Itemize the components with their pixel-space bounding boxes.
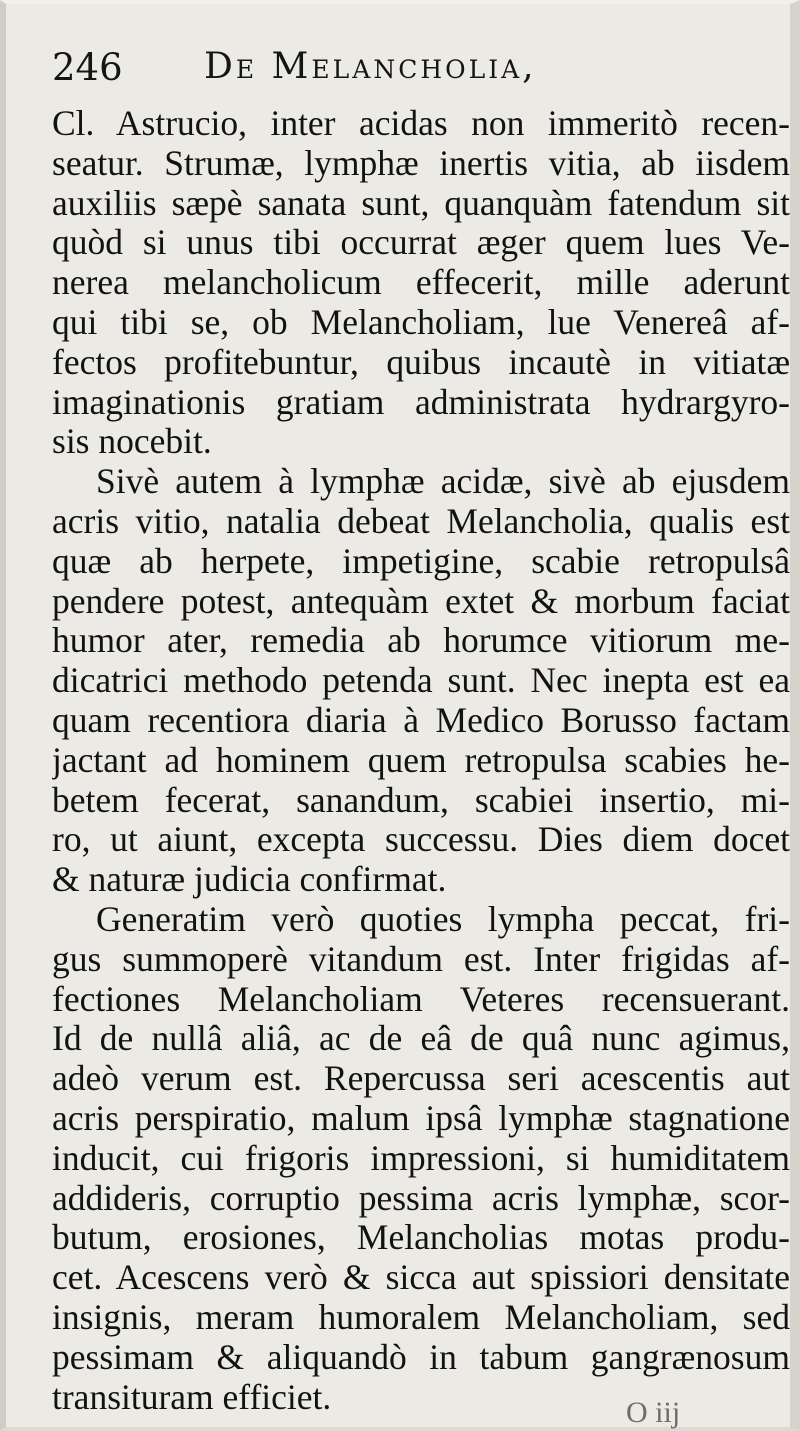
text-line: sis nocebit. bbox=[52, 422, 212, 462]
text-line: inducit, cui frigoris impressioni, si humiditatem bbox=[52, 1138, 790, 1178]
text-line: imaginationis gratiam administrata hydrargyro- bbox=[52, 382, 790, 422]
page-number: 246 bbox=[52, 46, 123, 89]
text-line: qui tibi se, ob Melancholiam, lue Venereâ af- bbox=[52, 302, 790, 342]
text-line: ro, ut aiunt, excepta successu. Dies diem docet bbox=[52, 820, 790, 860]
text-line: insignis, meram humoralem Melancholiam, sed bbox=[52, 1297, 790, 1337]
text-line: dicatrici methodo petenda sunt. Nec inepta est ea bbox=[52, 661, 790, 701]
text-line: pendere potest, antequàm extet & morbum faciat bbox=[52, 581, 790, 621]
paragraph bbox=[52, 104, 790, 462]
text-line: quòd si unus tibi occurrat æger quem lues Ve- bbox=[52, 223, 790, 263]
text-line: & naturæ judicia confirmat. bbox=[52, 860, 447, 900]
text-line: fectiones Melancholiam Veteres recensuerant. bbox=[52, 979, 790, 1019]
text-line: betem fecerat, sanandum, scabiei insertio, mi- bbox=[52, 780, 790, 820]
text-line: pessimam & aliquandò in tabum gangrænosum bbox=[52, 1337, 790, 1377]
signature-mark: O iij bbox=[626, 1396, 681, 1429]
text-line: adeò verum est. Repercussa seri acescentis aut bbox=[52, 1059, 790, 1099]
text-line: jactant ad hominem quem retropulsa scabies he- bbox=[52, 740, 790, 780]
text-line: Cl. Astrucio, inter acidas non immeritò recen- bbox=[52, 104, 790, 143]
text-line: Sivè autem à lymphæ acidæ, sivè ab ejusdem bbox=[96, 462, 790, 502]
text-line: humor ater, remedia ab horumce vitiorum me- bbox=[52, 621, 790, 661]
text-line: Id de nullâ aliâ, ac de eâ de quâ nunc agimus, bbox=[52, 1019, 790, 1059]
text-line: fectos profitebuntur, quibus incautè in vitiatæ bbox=[52, 342, 790, 382]
text-line: butum, erosiones, Melancholias motas produ- bbox=[52, 1218, 790, 1258]
text-line: quam recentiora diaria à Medico Borusso factam bbox=[52, 700, 790, 740]
running-head: De Melancholia, bbox=[204, 46, 537, 87]
page-header bbox=[52, 42, 772, 102]
text-line: transituram efficiet. bbox=[52, 1377, 332, 1417]
text-line: auxiliis sæpè sanata sunt, quanquàm fatendum sit bbox=[52, 183, 790, 223]
text-line: acris perspiratio, malum ipsâ lymphæ stagnatione bbox=[52, 1098, 790, 1138]
text-line: gus summoperè vitandum est. Inter frigidas af- bbox=[52, 939, 790, 979]
text-line: seatur. Strumæ, lymphæ inertis vitia, ab iisdem bbox=[52, 143, 790, 183]
paragraph bbox=[52, 900, 790, 1417]
body-text bbox=[52, 104, 790, 1417]
text-line: nerea melancholicum effecerit, mille aderunt bbox=[52, 263, 790, 303]
text-line: addideris, corruptio pessima acris lymphæ, scor- bbox=[52, 1178, 790, 1218]
text-line: Generatim verò quoties lympha peccat, fri- bbox=[96, 899, 790, 939]
text-line: quæ ab herpete, impetigine, scabie retropulsâ bbox=[52, 541, 790, 581]
paragraph bbox=[52, 462, 790, 900]
text-line: acris vitio, natalia debeat Melancholia, qualis est bbox=[52, 501, 790, 541]
text-line: cet. Acescens verò & sicca aut spissiori densitate bbox=[52, 1258, 790, 1298]
